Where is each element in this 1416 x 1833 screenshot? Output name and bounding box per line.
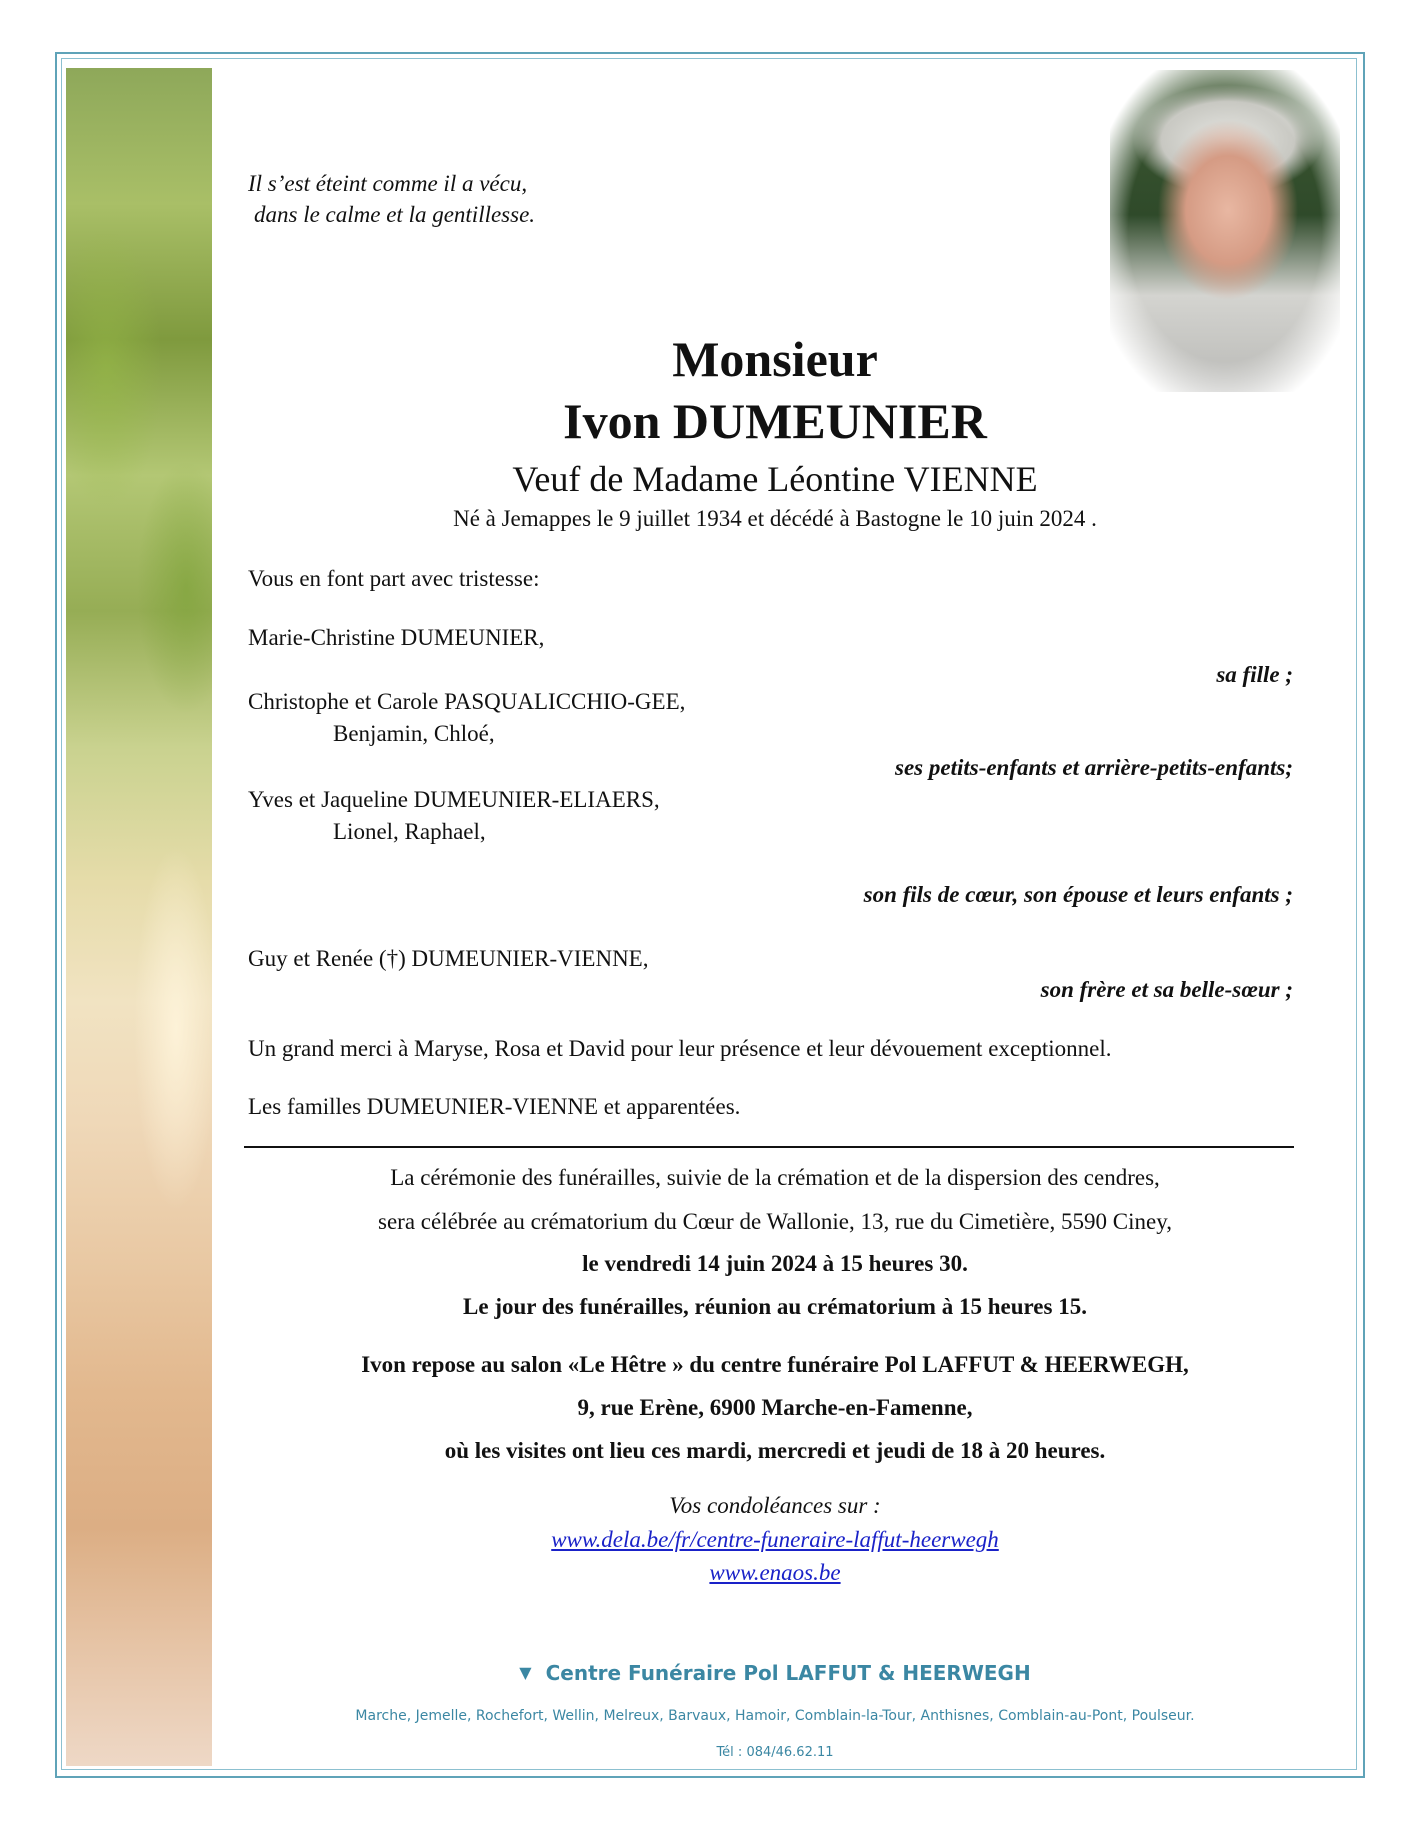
family-relation-3: son fils de cœur, son épouse et leurs enfants ; (863, 882, 1293, 907)
family-relation-1: sa fille ; (1216, 662, 1293, 687)
ceremony-date: le vendredi 14 juin 2024 à 15 heures 30. (582, 1251, 968, 1276)
thanks-line: Un grand merci à Maryse, Rosa et David pour leur présence et leur dévouement exceptionnel. (248, 1036, 1112, 1061)
section-divider (244, 1146, 1294, 1148)
widow-of-line: Veuf de Madame Léontine VIENNE (512, 459, 1038, 499)
condolences-label: Vos condoléances sur : (669, 1493, 881, 1518)
family-sub-2: Benjamin, Chloé, (333, 721, 495, 746)
ceremony-meeting: Le jour des funérailles, réunion au crématorium à 15 heures 15. (463, 1294, 1087, 1319)
family-names-4: Guy et Renée (†) DUMEUNIER-VIENNE, (248, 946, 649, 971)
forest-path-image (66, 68, 212, 1766)
ceremony-line-2: sera célébrée au crématorium du Cœur de Wallonie, 13, rue du Cimetière, 5590 Ciney, (378, 1209, 1172, 1234)
footer-company-label: Centre Funéraire Pol LAFFUT & HEERWEGH (545, 1661, 1031, 1685)
visitation-line-3: où les visites ont lieu ces mardi, mercredi et jeudi de 18 à 20 heures. (444, 1438, 1106, 1463)
family-sub-3: Lionel, Raphael, (333, 819, 486, 844)
deceased-title: Monsieur (672, 331, 878, 387)
footer-company-name (250, 1661, 1300, 1685)
family-names-2: Christophe et Carole PASQUALICCHIO-GEE, (248, 689, 686, 714)
family-names-1: Marie-Christine DUMEUNIER, (248, 625, 545, 650)
triangle-down-icon: ▼ (519, 1663, 532, 1682)
epigraph-line-2: dans le calme et la gentillesse. (254, 202, 536, 227)
ceremony-line-1: La cérémonie des funérailles, suivie de la crémation et de la dispersion des cendres, (390, 1165, 1160, 1190)
visitation-line-2: 9, rue Erène, 6900 Marche-en-Famenne, (577, 1395, 973, 1420)
footer-telephone: Tél : 084/46.62.11 (716, 1745, 834, 1760)
condolences-link-enaos[interactable]: www.enaos.be (709, 1560, 841, 1585)
deceased-name: Ivon DUMEUNIER (563, 393, 987, 449)
epigraph-line-1: Il s’est éteint comme il a vécu, (248, 171, 528, 196)
birth-death-dates: Né à Jemappes le 9 juillet 1934 et décédé à Bastogne le 10 juin 2024 . (453, 506, 1097, 531)
families-line: Les familles DUMEUNIER-VIENNE et apparentées. (248, 1094, 741, 1119)
family-relation-2: ses petits-enfants et arrière-petits-enfants; (895, 755, 1293, 780)
family-names-3: Yves et Jaqueline DUMEUNIER-ELIAERS, (248, 787, 660, 812)
epigraph (248, 168, 535, 230)
family-relation-4: son frère et sa belle-sœur ; (1040, 977, 1293, 1002)
announcement-intro: Vous en font part avec tristesse: (248, 566, 540, 591)
visitation-line-1: Ivon repose au salon «Le Hêtre » du centre funéraire Pol LAFFUT & HEERWEGH, (361, 1352, 1189, 1377)
condolences-link-dela[interactable]: www.dela.be/fr/centre-funeraire-laffut-heerwegh (551, 1527, 999, 1552)
footer-towns: Marche, Jemelle, Rochefort, Wellin, Melreux, Barvaux, Hamoir, Comblain-la-Tour, Anthisnes, Comblain-au-Pont, Poulseur. (355, 1708, 1195, 1724)
